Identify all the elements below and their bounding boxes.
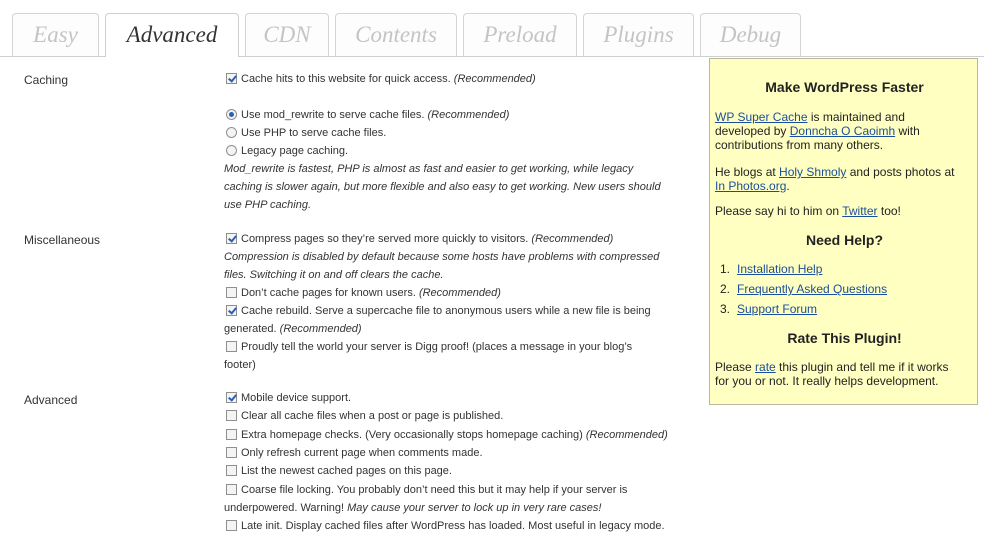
late-init-option[interactable]	[226, 517, 706, 535]
sidebar-about	[715, 110, 977, 152]
list-newest-checkbox[interactable]	[226, 465, 237, 476]
advanced-label: Advanced	[24, 393, 78, 407]
late-init-text: Late init. Display cached files after WordPress has loaded. Most useful in legacy mode.	[241, 520, 665, 532]
caching-note-1: Mod_rewrite is fastest, PHP is almost as fast and easier to get working, while legacy	[224, 163, 634, 175]
recommended-tag: (Recommended)	[531, 233, 614, 245]
sidebar-heading-faster: Make WordPress Faster	[765, 79, 924, 95]
caching-label: Caching	[24, 73, 69, 87]
sidebar-blogs	[715, 165, 977, 193]
help-item-number: 1.	[720, 262, 731, 276]
sidebar-text: developed by	[715, 124, 790, 138]
digg-text: Proudly tell the world your server is Digg proof! (places a message in your blog’s	[241, 341, 633, 353]
sidebar-heading-help: Need Help?	[805, 232, 883, 248]
sidebar-text: He blogs at	[715, 165, 780, 179]
sidebar-text: with	[895, 124, 920, 138]
cache-hits-checkbox[interactable]	[226, 73, 237, 84]
php-option[interactable]	[226, 124, 706, 142]
sidebar-rate	[715, 360, 977, 388]
help-item	[720, 262, 822, 276]
refresh-checkbox[interactable]	[226, 447, 237, 458]
tab-contents[interactable]: Contents	[335, 13, 457, 56]
list-newest-text: List the newest cached pages on this page.	[241, 465, 452, 477]
digg-text-2: footer)	[224, 359, 256, 371]
php-text: Use PHP to serve cache files.	[241, 127, 387, 139]
sidebar-text: too!	[877, 204, 901, 218]
coarse-warning: May cause your server to lock up in very rare cases!	[347, 502, 602, 514]
tab-bar	[0, 0, 984, 57]
sidebar-text: and posts photos at	[846, 165, 955, 179]
mobile-checkbox[interactable]	[226, 392, 237, 403]
rate-link[interactable]: rate	[755, 360, 776, 374]
tab-preload[interactable]: Preload	[463, 13, 577, 56]
homepage-checks-text: Extra homepage checks. (Very occasionally stops homepage caching)	[241, 429, 583, 441]
sidebar-text: contributions from many others.	[715, 138, 884, 152]
mod-rewrite-option[interactable]	[226, 106, 706, 124]
refresh-option[interactable]	[226, 444, 706, 462]
sidebar-heading-rate: Rate This Plugin!	[787, 330, 902, 346]
coarse-locking-text-cont: underpowered. Warning!	[224, 502, 345, 514]
coarse-locking-option[interactable]	[226, 481, 706, 499]
cache-rebuild-text: Cache rebuild. Serve a supercache file to anonymous users while a new file is being	[241, 305, 651, 317]
in-photos-link[interactable]: In Photos.org	[715, 179, 787, 193]
faq-link[interactable]: Frequently Asked Questions	[737, 282, 888, 296]
legacy-option[interactable]	[226, 142, 706, 160]
sidebar-text: for you or not. It really helps development.	[715, 374, 939, 388]
cache-rebuild-option[interactable]	[226, 302, 706, 320]
help-item-number: 2.	[720, 282, 731, 296]
clear-all-text: Clear all cache files when a post or page is published.	[241, 410, 504, 422]
holy-shmoly-link[interactable]: Holy Shmoly	[779, 165, 847, 179]
wp-super-cache-link[interactable]: WP Super Cache	[715, 110, 808, 124]
digg-option[interactable]	[226, 338, 706, 356]
mod-rewrite-text: Use mod_rewrite to serve cache files.	[241, 109, 425, 121]
help-item-number: 3.	[720, 302, 731, 316]
clear-all-option[interactable]	[226, 407, 706, 425]
list-newest-option[interactable]	[226, 462, 706, 480]
support-forum-link[interactable]: Support Forum	[737, 302, 818, 316]
tab-plugins[interactable]: Plugins	[583, 13, 694, 56]
compress-note-2: files. Switching it on and off clears the cache.	[224, 269, 444, 281]
tab-advanced[interactable]: Advanced	[105, 13, 239, 57]
sidebar-text: is maintained and	[807, 110, 905, 124]
recommended-tag: (Recommended)	[453, 73, 536, 85]
cache-hits-text: Cache hits to this website for quick access.	[241, 73, 451, 85]
legacy-text: Legacy page caching.	[241, 145, 349, 157]
late-init-checkbox[interactable]	[226, 520, 237, 531]
help-item	[720, 302, 817, 316]
caching-note-2: caching is slower again, but more flexible and also easy to get working. New users should	[224, 181, 661, 193]
caching-note-3: use PHP caching.	[224, 199, 312, 211]
coarse-locking-text-2	[224, 499, 601, 517]
mobile-text: Mobile device support.	[241, 392, 352, 404]
tab-cdn[interactable]: CDN	[245, 13, 329, 56]
digg-checkbox[interactable]	[226, 341, 237, 352]
coarse-locking-text: Coarse file locking. You probably don’t need this but it may help if your server is	[241, 484, 628, 496]
known-users-text: Don’t cache pages for known users.	[241, 287, 416, 299]
php-radio[interactable]	[226, 127, 237, 138]
tab-easy[interactable]: Easy	[12, 13, 99, 56]
sidebar-text: .	[786, 179, 790, 193]
tab-debug[interactable]: Debug	[700, 13, 801, 56]
recommended-tag: (Recommended)	[585, 429, 668, 441]
compress-note-1: Compression is disabled by default because some hosts have problems with compressed	[224, 251, 660, 263]
cache-rebuild-text-cont: generated.	[224, 323, 277, 335]
cache-rebuild-text-2	[224, 320, 362, 338]
homepage-checks-checkbox[interactable]	[226, 429, 237, 440]
known-users-option[interactable]	[226, 284, 706, 302]
recommended-tag: (Recommended)	[279, 323, 362, 335]
cache-hits-option[interactable]	[226, 70, 706, 88]
clear-all-checkbox[interactable]	[226, 410, 237, 421]
info-sidebar	[709, 58, 978, 405]
legacy-radio[interactable]	[226, 145, 237, 156]
cache-rebuild-checkbox[interactable]	[226, 305, 237, 316]
compress-option[interactable]	[226, 230, 706, 248]
known-users-checkbox[interactable]	[226, 287, 237, 298]
refresh-text: Only refresh current page when comments made.	[241, 447, 483, 459]
sidebar-twitter	[715, 204, 977, 218]
miscellaneous-label: Miscellaneous	[24, 233, 101, 247]
donncha-link[interactable]: Donncha O Caoimh	[789, 124, 896, 138]
recommended-tag: (Recommended)	[418, 287, 501, 299]
compress-checkbox[interactable]	[226, 233, 237, 244]
sidebar-text: this plugin and tell me if it works	[775, 360, 949, 374]
twitter-link[interactable]: Twitter	[842, 204, 878, 218]
mod-rewrite-radio[interactable]	[226, 109, 237, 120]
compress-text: Compress pages so they’re served more quickly to visitors.	[241, 233, 529, 245]
help-item	[720, 282, 887, 296]
mobile-option[interactable]	[226, 389, 706, 407]
coarse-locking-checkbox[interactable]	[226, 484, 237, 495]
recommended-tag: (Recommended)	[427, 109, 510, 121]
sidebar-text: Please	[715, 360, 756, 374]
installation-help-link[interactable]: Installation Help	[737, 262, 823, 276]
sidebar-text: Please say hi to him on	[715, 204, 843, 218]
homepage-checks-option[interactable]	[226, 426, 706, 444]
